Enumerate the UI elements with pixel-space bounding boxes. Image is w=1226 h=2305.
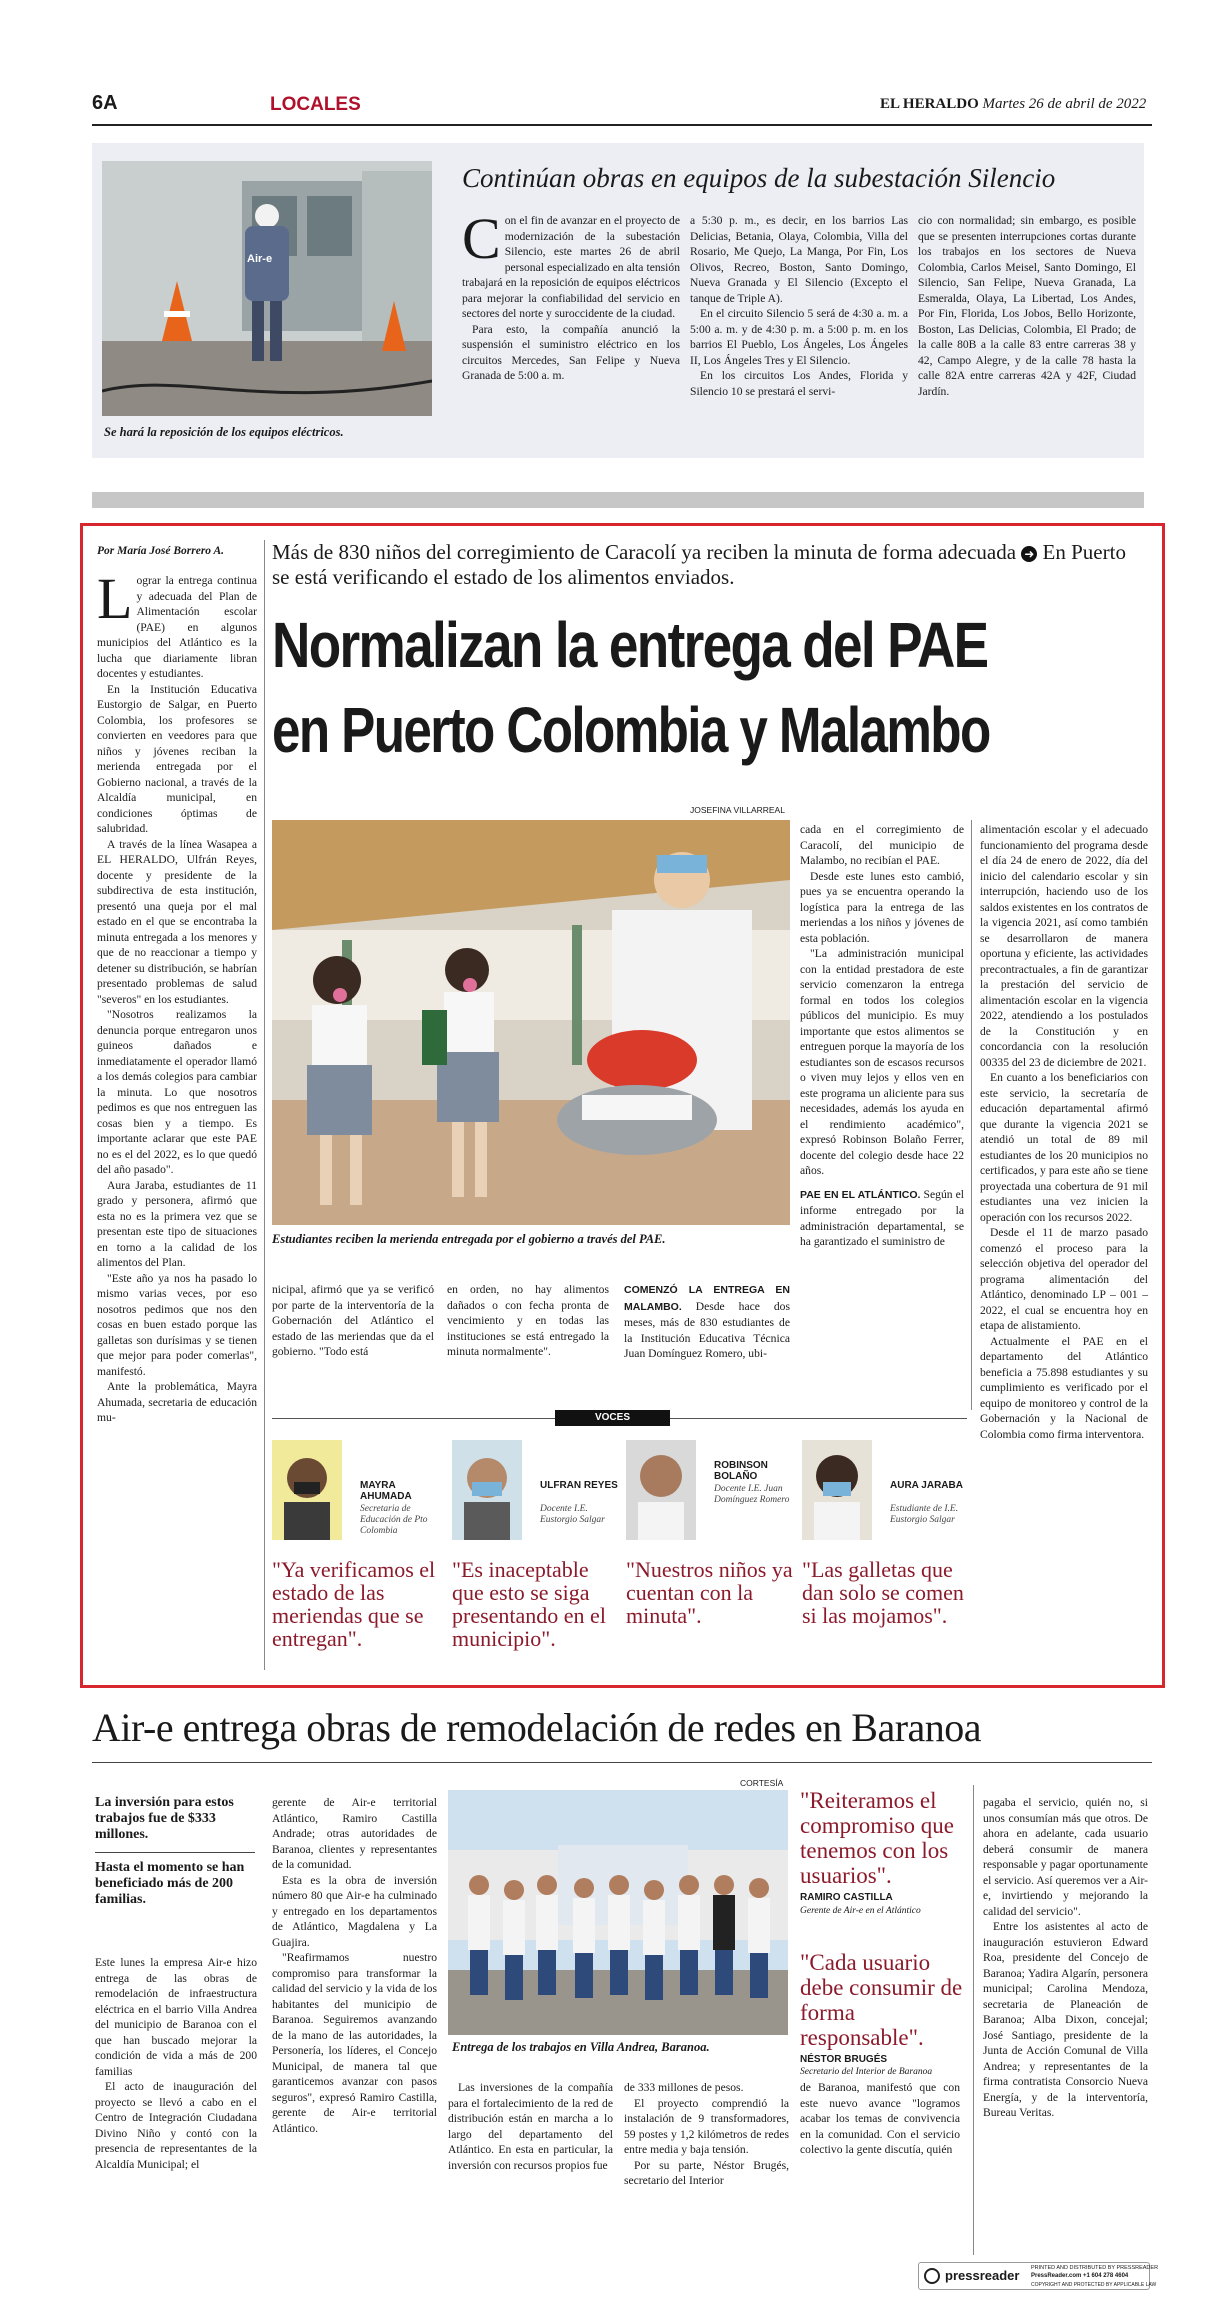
story1-paragraph: En el circuito Silencio 5 será de 4:30 a. m. a 5:00 a. m. y de 4:30 p. m. a 5:00 p. m. en los barrios El Pueblo, Los Ángeles, Los Ángeles II, Los Ángeles Tres y El Silencio. <box>690 307 908 367</box>
story2-paragraph: En la Institución Educativa Eustorgio de Salgar, en Puerto Colombia, los profesores se convierten en veedores para que niños y jóvenes reciban la merienda entregada por el Gobierno nacional, a través de la Alcaldía municipal, en condiciones óptimas de salubridad. <box>97 682 257 835</box>
photo-credit: CORTESÍA <box>740 1778 784 1788</box>
story3-left-col <box>95 1955 257 2172</box>
story1-caption: Se hará la reposición de los equipos eléctricos. <box>104 425 344 439</box>
story2-paragraph: Desde este lunes esto cambió, pues ya se encuentra operando la logística para la entrega de las meriendas a los niños y jóvenes de esta población. <box>800 869 964 945</box>
story2-deck <box>272 540 1132 590</box>
story3-quote-1: "Reiteramos el compromiso que tenemos con los usuarios". <box>800 1788 954 1888</box>
subhead-entrega: COMENZÓ LA ENTREGA EN MALAMBO. <box>624 1284 790 1313</box>
column-rule <box>971 820 972 1410</box>
story2-headline-2: en Puerto Colombia y Malambo <box>272 694 990 766</box>
story2-paragraph: Ante la problemática, Mayra Ahumada, secretaria de educación mu- <box>97 1380 257 1424</box>
voice-role: Estudiante de I.E. Eustorgio Salgar <box>890 1504 959 1525</box>
arrow-icon: ➜ <box>1021 546 1037 562</box>
separator-band <box>92 492 1144 508</box>
voice-role: Secretaria de Educación de Pto Colombia <box>360 1504 428 1536</box>
story2-paragraph: Actualmente el PAE en el departamento del Atlántico beneficia a 75.898 estudiantes y su cumplimiento es verificado por el equipo de monitoreo y control de la Gobernación y la Nacional de Colombia como firma interventora. <box>980 1334 1148 1441</box>
story1-panel <box>92 143 1144 458</box>
story3-rule <box>92 1762 1152 1763</box>
story3-highlight-2: Hasta el momento se han beneficiado más de 200 familias. <box>95 1860 245 1907</box>
story1-col-3 <box>918 213 1136 399</box>
story2-photo <box>272 820 790 1225</box>
subhead-entrega-text: Desde hace dos meses, más de 830 estudiantes de la Institución Educativa Técnica Juan Domínguez Romero, ubi- <box>624 1299 790 1360</box>
story2-paragraph: alimentación escolar y el adecuado funcionamiento del programa desde el día 24 de enero de 2022, día del inicio del calendario escolar y sin interrupción, haciendo uso de los saldos existentes en los contratos de la vigencia 2021, así como también se desarrollaron de manera oportuna y eficiente, las actividades precontractuales, a fin de garantizar la prestación del servicio de alimentación escolar en la vigencia 2022, atendiendo a los postulados de la Constitución y en concordancia con la resolución 00335 del 23 de diciembre de 2021. <box>980 823 1148 1069</box>
story3-highlight-1: La inversión para estos trabajos fue de $333 millones. <box>95 1795 234 1842</box>
voice-name: ULFRAN REYES <box>540 1480 618 1491</box>
story3-paragraph: Esta es la obra de inversión número 80 que Air-e ha culminado y entregado en los departamentos de Atlántico, Magdalena y La Guajira. <box>272 1873 437 1949</box>
story2-under-col-1 <box>272 1282 434 1360</box>
story2-caption: Estudiantes reciben la merienda entregada por el gobierno a través del PAE. <box>272 1232 666 1246</box>
quote-2-name: NÉSTOR BRUGÉS <box>800 2054 888 2065</box>
story3-paragraph: El acto de inauguración del proyecto se llevó a cabo en el Centro de Integración Ciudadana Divino Niño y contó con la presencia de representantes de la Alcaldía Municipal; el <box>95 2080 257 2171</box>
story3-quote-2: "Cada usuario debe consumir de forma responsable". <box>800 1950 963 2050</box>
story2-paragraph <box>624 1282 790 1362</box>
story1-paragraph: cio con normalidad; sin embargo, es posible que se presenten interrupciones cortas durante los trabajos en los sectores de Nueva Colombia, Carlos Meisel, Santo Domingo, El Silencio, San Felipe, Nueva Granada, La Esmeralda, Olaya, La Libertad, Los Andes, Por Fin, Florida, Los Jobos, Bello Horizonte, Boston, Las Delicias, Colombia, El Prado; de la calle 80B a la calle 83 entre carreras 38 y 42, Campo Alegre, y de la calle 78 hasta la calle 82A entre carreras 42A y 42F, Ciudad Jardín. <box>918 214 1136 398</box>
students-photo <box>272 820 790 1225</box>
story2-paragraph: en orden, no hay alimentos dañados o con fecha pronta de vencimiento y en todas las instituciones se está entregado la minuta normalmente". <box>447 1283 609 1358</box>
voces-label: VOCES <box>555 1410 670 1426</box>
story3-headline: Air-e entrega obras de remodelación de redes en Baranoa <box>92 1705 982 1750</box>
story2-col-d <box>980 822 1148 1442</box>
masthead-date <box>880 96 1146 113</box>
deck-text: Más de 830 niños del corregimiento de Caracolí ya reciben la minuta de forma adecuada <box>272 540 1017 564</box>
story3-paragraph: Entre los asistentes al acto de inauguración estuvieron Edward Roa, presidente del Concejo de Baranoa; Yadira Algarín, personera municipal; Carolina Mendoza, secretaria de Planeación de Baranoa; Alba Dixon, concejal; José Santiago, presidente de la Junta de Acción Comunal de Villa Andrea; y representantes de la firma contratista Consorcio Nueva Energía, y de la interventoría, Bureau Veritas. <box>983 1920 1148 2119</box>
story3-paragraph: de 333 millones de pesos. <box>624 2081 744 2094</box>
story1-col-1 <box>462 206 680 384</box>
story3-paragraph: Las inversiones de la compañía para el fortalecimiento de la red de distribución están en marcha a lo largo del departamento del Atlántico. En esta en particular, la inversión con recursos propios fue <box>448 2081 613 2172</box>
footer-line-3: COPYRIGHT AND PROTECTED BY APPLICABLE LAW <box>1031 2282 1157 2288</box>
voice-photo <box>626 1440 696 1540</box>
story3-under-col-1 <box>448 2080 613 2173</box>
story3-paragraph: Este lunes la empresa Air-e hizo entrega de las obras de remodelación de infraestructura eléctrica en el barrio Villa Andrea del municipio de Baranoa con el que han buscado mejorar la condición de vida a más de 200 familias <box>95 1956 257 2078</box>
story1-photo <box>102 161 432 416</box>
voice-photo <box>802 1440 872 1540</box>
quote-1-role: Gerente de Air-e en el Atlántico <box>800 1906 921 1916</box>
issue-date: Martes 26 de abril de 2022 <box>982 96 1147 112</box>
story2-paragraph: En cuanto a los beneficiarios con este servicio, la secretaría de educación departamental afirmó que durante la vigencia 2021 se atendió un total de 89 mil estudiantes de los 20 municipios no certificados, y para este año se tiene proyectada una cobertura de 91 mil estudiantes una vez inicien la operación con los recursos 2022. <box>980 1071 1148 1224</box>
story1-col-2 <box>690 213 908 399</box>
voice-name: ROBINSON BOLAÑO <box>714 1460 768 1482</box>
story2-headline-1: Normalizan la entrega del PAE <box>272 609 988 681</box>
story2-paragraph: Aura Jaraba, estudiantes de 11 grado y personera, afirmó que esta no es la primera vez que se presentan este tipo de situaciones en torno a la calidad de los alimentos del Plan. <box>97 1178 257 1269</box>
story2-paragraph <box>800 1187 964 1250</box>
deck-text-2: En Puerto se está verificando el estado de los alimentos enviados. <box>272 540 1126 589</box>
voice-card <box>452 1440 624 1670</box>
header-rule <box>92 124 1152 126</box>
story2-left-col <box>97 566 257 1426</box>
story2-under-col-3 <box>624 1282 790 1362</box>
column-rule <box>973 1785 974 2255</box>
voice-photo <box>452 1440 522 1540</box>
voice-name: MAYRA AHUMADA <box>360 1480 412 1502</box>
pressreader-brand: pressreader <box>945 2268 1020 2283</box>
substation-photo <box>102 161 432 416</box>
footer-line-1: PRINTED AND DISTRIBUTED BY PRESSREADER <box>1031 2265 1159 2271</box>
section-label: LOCALES <box>270 94 361 115</box>
voice-quote: "Las galletas que dan solo se comen si las mojamos". <box>802 1557 964 1628</box>
voice-quote: "Nuestros niños ya cuentan con la minuta". <box>626 1557 793 1628</box>
ceremony-photo <box>448 1790 788 2035</box>
story3-paragraph: Por su parte, Néstor Brugés, secretario del Interior <box>624 2158 789 2187</box>
aire-badge: Air-e <box>247 253 273 265</box>
voice-card <box>272 1440 444 1670</box>
story1-title: Continúan obras en equipos de la subestación Silencio <box>462 163 1056 193</box>
story2-byline: Por María José Borrero A. <box>97 545 225 557</box>
story2-col-c <box>800 822 964 1250</box>
subhead-atlantico-text: Según el informe entregado por la administración departamental, se ha garantizado el suministro de <box>800 1187 965 1248</box>
voice-photo <box>272 1440 342 1540</box>
voice-quote: "Ya verificamos el estado de las meriendas que se entregan". <box>272 1557 436 1651</box>
story3-paragraph: gerente de Air-e territorial Atlántico, Ramiro Castilla Andrade; otras autoridades de Baranoa, clientes y representantes de la comunidad. <box>272 1796 437 1871</box>
story3-paragraph: pagaba el servicio, quién no, si unos consumían más que otros. De ahora en adelante, cada usuario deberá consumir de manera responsable y pagar oportunamente el servicio. Así queremos ver a Air-e, invirtiendo y mejorando la calidad del servicio". <box>983 1796 1148 1918</box>
story2-paragraph: nicipal, afirmó que ya se verificó por parte de la interventoría de la Gobernación del Atlántico el estado de las meriendas que da el gobierno. "Todo está <box>272 1283 434 1358</box>
voice-role: Docente I.E. Eustorgio Salgar <box>540 1504 605 1525</box>
story1-paragraph: a 5:30 p. m., es decir, en los barrios Las Delicias, Betania, Olaya, Colombia, Villa del Rosario, Me Quejo, La Manga, Por Fin, Los Olivos, Recreo, Boston, Santo Domingo, Nueva Granada y El Silencio (Excepto el tanque de Triple A). <box>690 214 908 305</box>
story2-paragraph: cada en el corregimiento de Caracolí, del municipio de Malambo, no recibían el PAE. <box>800 823 964 867</box>
story3-paragraph: El proyecto comprendió la instalación de 9 transformadores, 59 postes y 1,2 kilómetros de redes entre media y baja tensión. <box>624 2096 789 2156</box>
story2-under-col-2 <box>447 1282 609 1360</box>
story2-paragraph: "La administración municipal con la entidad prestadora de este servicio comenzaron la entrega formal en todos los colegios públicos del municipio. Es muy importante que estos alimentos se entreguen porque la mayoría de los estudiantes son de escasos recursos o viven muy lejos y ellos ven en este programa un aliciente para sus necesidades, además los ayuda en el rendimiento académico", expresó Robinson Bolaño Ferrer, docente del colegio desde hace 22 años. <box>800 947 964 1177</box>
story3-paragraph: de Baranoa, manifestó que con este nuevo avance "logramos acabar los temas de convivencia en la comunidad. Con el servicio colectivo la gente discutía, quién <box>800 2081 960 2156</box>
story1-paragraph: Para esto, la compañía anunció la suspensión el suministro eléctrico en los circuitos Mercedes, San Felipe y Nueva Granada de 5:00 a. m. <box>462 322 680 382</box>
voice-role: Docente I.E. Juan Domínguez Romero <box>714 1484 790 1505</box>
story2-paragraph: Lograr la entrega continua y adecuada del Plan de Alimentación escolar (PAE) en algunos municipios del Atlántico es la lucha que diariamente libran docentes y estudiantes. <box>97 566 257 680</box>
quote-1-name: RAMIRO CASTILLA <box>800 1892 893 1903</box>
story2-paragraph: "Nosotros realizamos la denuncia porque entregaron unos guineos dañados e inmediatamente el operador llamó a los demás colegios para cambiar la minuta. Lo que nosotros pedimos es que nos entreguen las cosas bien y a tiempo. Es importante aclarar que este PAE no es el del 2022, es lo que quedó del año pasado". <box>97 1008 257 1176</box>
photo-credit: JOSEFINA VILLARREAL <box>690 805 785 815</box>
page-number: 6A <box>92 92 118 114</box>
paper-name: EL HERALDO <box>880 96 979 112</box>
story3-highlight-rule <box>95 1852 255 1853</box>
story2-paragraph: Desde el 11 de marzo pasado comenzó el proceso para la selección objetiva del operador del programa alimentación del Atlántico, denominado LP – 001 – 2022, el cual se encuentra hoy en etapa de alistamiento. <box>980 1226 1148 1332</box>
story3-paragraph: "Reafirmamos nuestro compromiso para transformar la calidad del servicio y la vida de los habitantes del municipio de Baranoa. Seguiremos avanzando de la mano de las autoridades, la Personería, los líderes, el Concejo Municipal, de manera tal que garanticemos avanzar con pasos seguros", expresó Ramiro Castilla, gerente de Air-e territorial Atlántico. <box>272 1951 437 2135</box>
voice-card <box>802 1440 974 1670</box>
pressreader-logo-icon <box>924 2268 940 2284</box>
voice-card <box>626 1440 798 1670</box>
story3-right-col <box>983 1795 1148 2121</box>
story3-photo <box>448 1790 788 2035</box>
subhead-atlantico: PAE EN EL ATLÁNTICO. <box>800 1188 921 1201</box>
footer-line-2: PressReader.com +1 604 278 4604 <box>1031 2273 1129 2279</box>
story3-under-col-2 <box>624 2080 789 2189</box>
voice-name: AURA JARABA <box>890 1480 963 1491</box>
story3-under-col-3 <box>800 2080 960 2158</box>
column-rule <box>264 540 265 1670</box>
story2-paragraph: A través de la línea Wasapea a EL HERALDO, Ulfrán Reyes, docente y presidente de la subdirectiva de esta institución, presentó una queja por el mal estado en el que se encontraba la minuta entregada a los menores y que de no reaccionar a tiempo y detener su distribución, se habrían presentado problemas de salud "severos" en los estudiantes. <box>97 837 257 1006</box>
pressreader-footer <box>918 2262 1159 2290</box>
quote-2-role: Secretario del Interior de Baranoa <box>800 2067 933 2077</box>
story1-paragraph: En los circuitos Los Andes, Florida y Silencio 10 se prestará el servi- <box>690 369 908 398</box>
story2-paragraph: "Este año ya nos ha pasado lo mismo varias veces, por eso nosotros pedimos que nos den cosas en buen estado porque las galletas son durísimas y se tienen que mejor para poder comerlas", manifestó. <box>97 1271 257 1378</box>
voice-quote: "Es inaceptable que esto se siga presentando en el municipio". <box>452 1557 606 1651</box>
story3-caption: Entrega de los trabajos en Villa Andrea, Baranoa. <box>452 2040 710 2054</box>
story3-col-b <box>272 1795 437 2136</box>
story1-paragraph: Con el fin de avanzar en el proyecto de modernización de la subestación Silencio, este martes 26 de abril personal especializado en alta tensión trabajará en la reposición de equipos eléctricos para mejorar la confiabilidad del servicio en sectores del norte y suroccidente de la ciudad. <box>462 206 680 320</box>
